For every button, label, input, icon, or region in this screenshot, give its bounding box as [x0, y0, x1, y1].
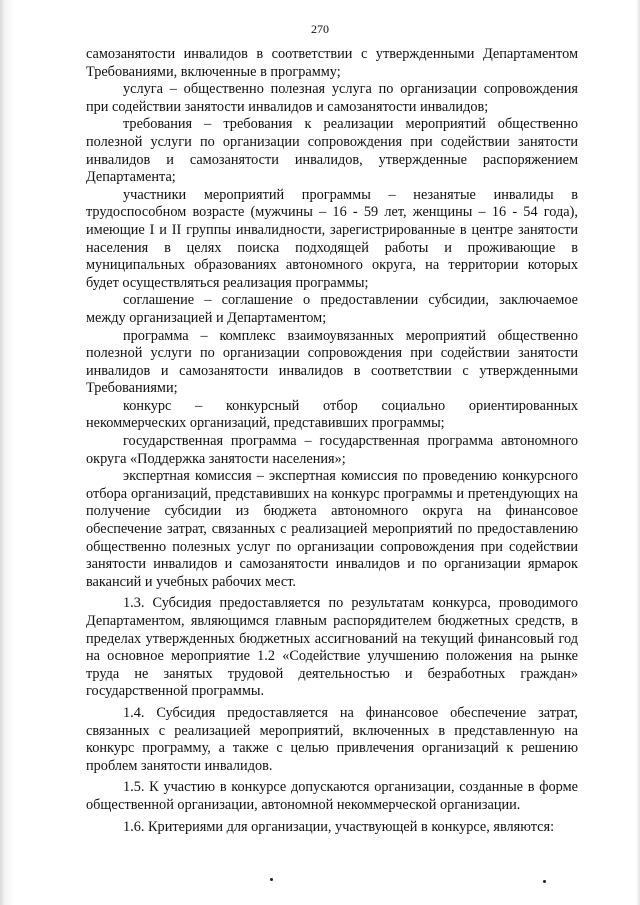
- clause-1-4: 1.4. Субсидия предоставляется на финансовое обеспечение затрат, связанных с реализацией мероприятий, включенных в представленную на конкурс программу, а также с целью привлечения организаций к решению проблем занятости инвалидов.: [86, 704, 578, 774]
- clause-1-6: 1.6. Критериями для организации, участвующей в конкурсе, являются:: [123, 818, 555, 835]
- definition-contest: конкурс – конкурсный отбор социально ориентированных некоммерческих организаций, представивших программы;: [86, 397, 578, 432]
- definition-expert-commission: экспертная комиссия – экспертная комиссия по проведению конкурсного отбора организаций, представивших на конкурс программы и претендующих на получение субсидии из бюджета автономного округа на финансовое обеспечение затрат, связанных с реализацией мероприятий по предоставлению общественно полезных услуг по организации сопровождения при содействии занятости инвалидов и самозанятости инвалидов и по организации ярмарок вакансий и учебных рабочих мест.: [86, 468, 578, 590]
- clause-1-5: 1.5. К участию в конкурсе допускаются организации, созданные в форме общественной организации, автономной некоммерческой организации.: [86, 779, 578, 813]
- page-number: 270: [311, 22, 329, 36]
- definition-requirements: требования – требования к реализации мероприятий общественно полезной услуги по организации сопровождения при содействии занятости инвалидов и самозанятости инвалидов, утвержденные распоряжением Департамента;: [86, 116, 578, 186]
- scan-left-edge: [0, 0, 14, 905]
- document-body: [86, 46, 578, 836]
- definition-participants: участники мероприятий программы – незанятые инвалиды в трудоспособном возрасте (мужчины – 16 - 59 лет, женщины – 16 - 54 года), имеющие I и II группы инвалидности, зарегистрированные в центре занятости населения в целях поиска подходящей работы и проживающие в муниципальных образованиях автономного округа, на территории которых будет осуществляться реализация программы;: [86, 186, 578, 291]
- definition-state-program: государственная программа – государственная программа автономного округа «Поддержка занятости населения»;: [86, 433, 578, 467]
- definition-program: программа – комплекс взаимоувязанных мероприятий общественно полезной услуги по организации сопровождения при содействии занятости инвалидов и самозанятости инвалидов в соответствии с утвержденными Требованиями;: [86, 327, 578, 397]
- scan-speck: [270, 878, 273, 881]
- clause-1-3: 1.3. Субсидия предоставляется по результатам конкурса, проводимого Департаментом, являющимся главным распорядителем бюджетных средств, в пределах утвержденных бюджетных ассигнований на текущий финансовый год на основное мероприятие 1.2 «Содействие улучшению положения на рынке труда не занятых трудовой деятельностью и безработных граждан» государственной программы.: [86, 595, 578, 700]
- definition-agreement: соглашение – соглашение о предоставлении субсидии, заключаемое между организацией и Департаментом;: [86, 292, 578, 326]
- definition-service: услуга – общественно полезная услуга по организации сопровождения при содействии занятости инвалидов и самозанятости инвалидов;: [86, 81, 578, 115]
- scan-right-edge: [636, 0, 640, 905]
- paragraph-continuation: самозанятости инвалидов в соответствии с утвержденными Департаментом Требованиями, включенные в программу;: [86, 46, 578, 80]
- scan-speck: [543, 880, 546, 883]
